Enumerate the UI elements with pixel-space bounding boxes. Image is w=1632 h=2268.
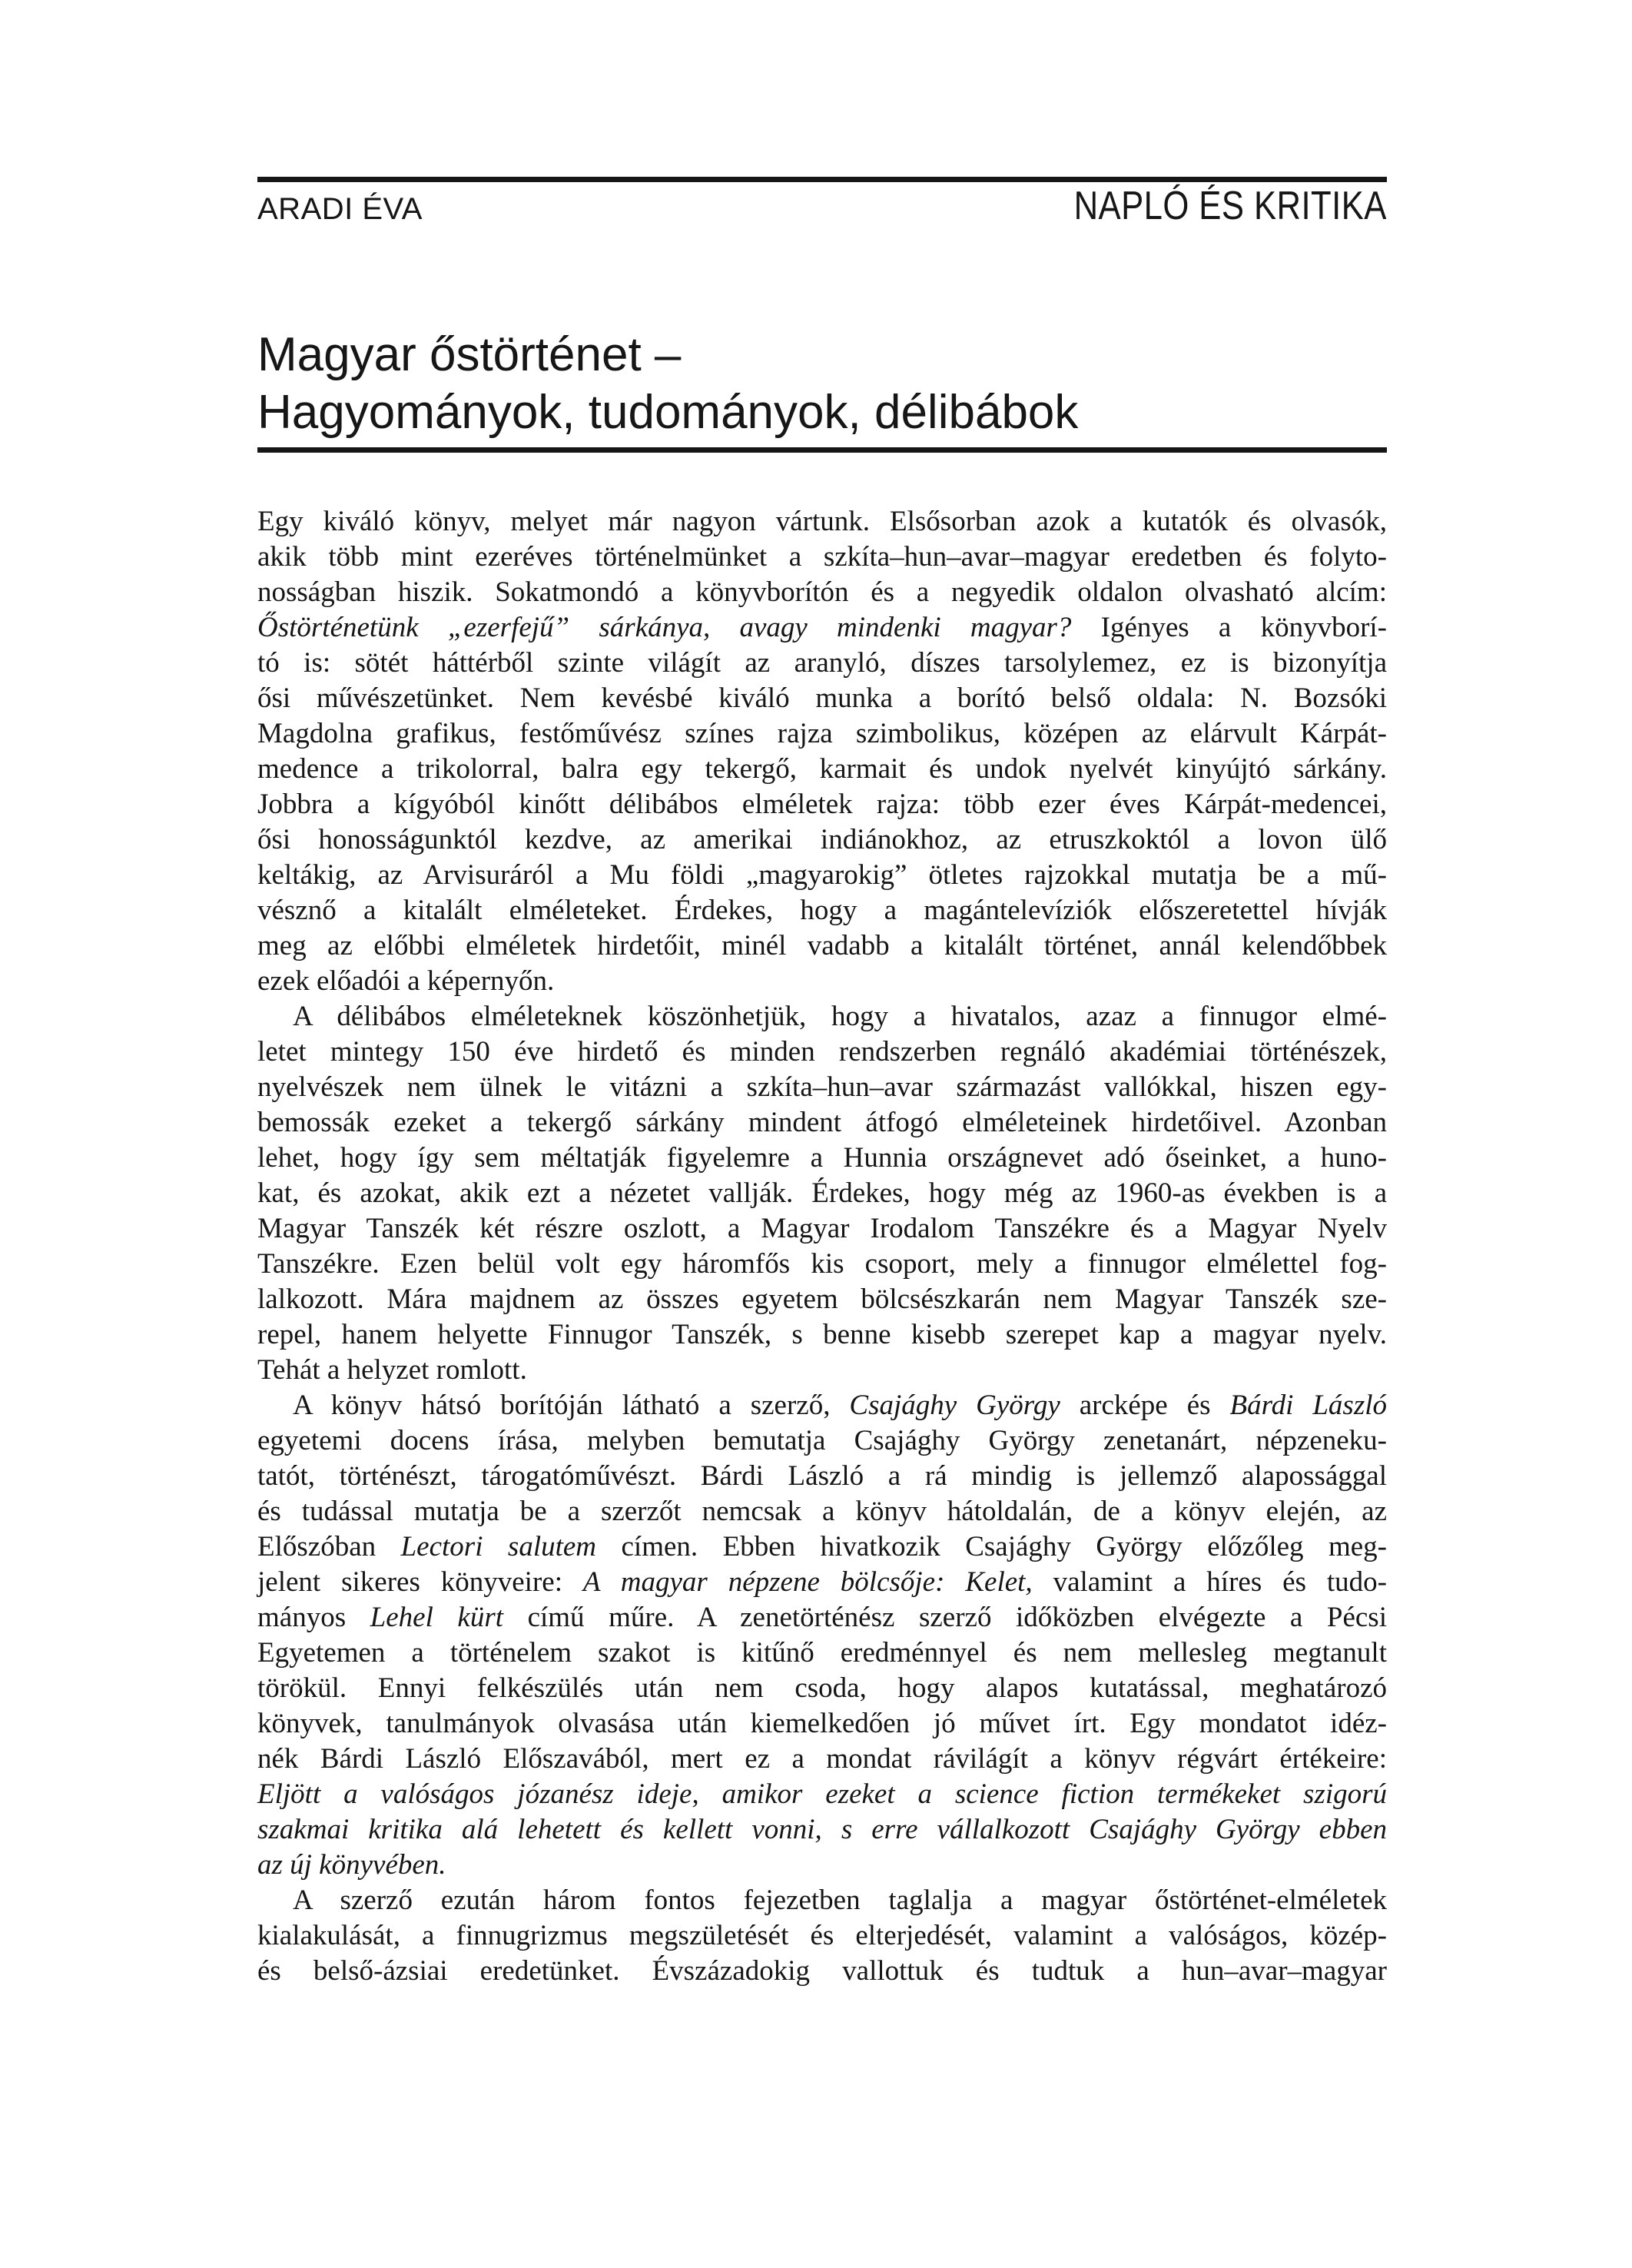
- body-line: [257, 1247, 1387, 1282]
- body-line: [257, 1070, 1387, 1105]
- body-text: [257, 504, 1387, 1989]
- text-segment: bemossák ezeket a tekergő sárkány mindent átfogó elméleteinek hirdetőivel. Azonban: [257, 1107, 1387, 1138]
- italic-text: szakmai kritika alá lehetett és kellett vonni, s erre vállalkozott Csajághy György ebben: [257, 1814, 1387, 1845]
- body-line: [257, 928, 1387, 964]
- paragraph: [257, 999, 1387, 1388]
- text-segment: ősi művészetünket. Nem kevésbé kiváló munka a borító belső oldala: N. Bozsóki: [257, 682, 1387, 714]
- body-line: [257, 1848, 1387, 1883]
- text-segment: meg az előbbi elméletek hirdetőit, minél vadabb a kitalált történet, annál kelendőbbek: [257, 930, 1387, 961]
- body-line: [257, 1565, 1387, 1600]
- text-segment: vésznő a kitalált elméleteket. Érdekes, hogy a magántelevíziók előszeretettel hívják: [257, 895, 1387, 926]
- body-line: [257, 1353, 1387, 1388]
- italic-text: az új könyvében.: [257, 1849, 446, 1881]
- body-line: [257, 646, 1387, 681]
- body-line: [257, 1954, 1387, 1989]
- body-line: [257, 1918, 1387, 1954]
- article-title-line-1: Magyar őstörténet –: [257, 328, 682, 381]
- article-title-line-2: Hagyományok, tudományok, délibábok: [257, 386, 1079, 439]
- italic-text: Lectori salutem: [400, 1531, 597, 1562]
- page-header: [257, 183, 1387, 229]
- italic-text: Őstörténetünk „ezerfejű” sárkánya, avagy mindenki magyar?: [257, 612, 1072, 643]
- text-segment: kat, és azokat, akik ezt a nézetet vallják. Érdekes, hogy még az 1960-as években is a: [257, 1177, 1387, 1209]
- paragraph: [257, 504, 1387, 999]
- author-name: ARADI ÉVA: [257, 192, 423, 226]
- text-segment: Tehát a helyzet romlott.: [257, 1354, 527, 1386]
- text-segment: című műre. A zenetörténész szerző időközben elvégezte a Pécsi: [503, 1602, 1387, 1633]
- text-segment: Magyar Tanszék két részre oszlott, a Magyar Irodalom Tanszékre és a Magyar Nyelv: [257, 1213, 1387, 1244]
- text-segment: lalkozott. Mára majdnem az összes egyetem bölcsészkarán nem Magyar Tanszék sze-: [257, 1283, 1387, 1315]
- text-segment: Előszóban: [257, 1531, 401, 1562]
- body-line: [257, 1105, 1387, 1141]
- text-segment: törökül. Ennyi felkészülés után nem csoda, hogy alapos kutatással, meghatározó: [257, 1672, 1387, 1704]
- paragraph: [257, 1388, 1387, 1883]
- text-segment: Igényes a könyvborí-: [1071, 612, 1387, 643]
- text-segment: arcképe és: [1060, 1390, 1230, 1421]
- body-line: [257, 504, 1387, 540]
- text-segment: valamint a híres és tudo-: [1032, 1566, 1387, 1598]
- body-line: [257, 964, 1387, 999]
- text-segment: A szerző ezután három fontos fejezetben taglalja a magyar őstörténet-elméletek: [293, 1884, 1387, 1916]
- title-rule: [257, 447, 1387, 453]
- italic-text: A magyar népzene bölcsője: Kelet,: [582, 1566, 1033, 1598]
- text-segment: nosságban hiszik. Sokatmondó a könyvborítón és a negyedik oldalon olvasható alcím:: [257, 576, 1387, 608]
- text-segment: medence a trikolorral, balra egy tekergő, karmait és undok nyelvét kinyújtó sárkány.: [257, 753, 1387, 785]
- body-line: [257, 1034, 1387, 1070]
- body-line: [257, 822, 1387, 858]
- body-line: [257, 858, 1387, 893]
- text-segment: címen. Ebben hivatkozik Csajághy György előzőleg meg-: [596, 1531, 1388, 1562]
- text-segment: letet mintegy 150 éve hirdető és minden rendszerben regnáló akadémiai történészek,: [257, 1036, 1387, 1068]
- paragraph: [257, 1883, 1387, 1989]
- text-segment: Egy kiváló könyv, melyet már nagyon vártunk. Elsősorban azok a kutatók és olvasók,: [257, 506, 1387, 537]
- body-line: [257, 1282, 1387, 1317]
- text-segment: Tanszékre. Ezen belül volt egy háromfős kis csoport, mely a finnugor elmélettel fog-: [257, 1248, 1387, 1280]
- text-segment: könyvek, tanulmányok olvasása után kiemelkedően jó művet írt. Egy mondatot idéz-: [257, 1708, 1387, 1739]
- text-segment: nyelvészek nem ülnek le vitázni a szkíta–hun–avar származást vallókkal, hiszen egy-: [257, 1071, 1387, 1103]
- body-line: [257, 610, 1387, 646]
- italic-text: Lehel kürt: [370, 1602, 504, 1633]
- text-segment: repel, hanem helyette Finnugor Tanszék, s benne kisebb szerepet kap a magyar nyelv.: [257, 1319, 1387, 1350]
- text-segment: lehet, hogy így sem méltatják figyelemre a Hunnia országnevet adó őseinket, a huno-: [257, 1142, 1387, 1174]
- body-line: [257, 893, 1387, 928]
- italic-text: Eljött a valóságos józanész ideje, amikor ezeket a science fiction termékeket szigorú: [257, 1778, 1387, 1810]
- body-line: [257, 1317, 1387, 1353]
- text-segment: keltákig, az Arvisuráról a Mu földi „magyarokig” ötletes rajzokkal mutatja be a mű-: [257, 859, 1387, 891]
- body-line: [257, 575, 1387, 610]
- text-segment: ősi honosságunktól kezdve, az amerikai indiánokhoz, az etruszkoktól a lovon ülő: [257, 824, 1387, 855]
- body-line: [257, 1459, 1387, 1494]
- text-segment: akik több mint ezeréves történelmünket a szkíta–hun–avar–magyar eredetben és folyto-: [257, 541, 1387, 573]
- body-line: [257, 1423, 1387, 1459]
- body-line: [257, 1742, 1387, 1777]
- body-line: [257, 716, 1387, 752]
- text-segment: kialakulását, a finnugrizmus megszületését és elterjedését, valamint a valóságos, közép-: [257, 1920, 1387, 1951]
- body-line: [257, 1388, 1387, 1423]
- body-line: [257, 1671, 1387, 1706]
- body-line: [257, 1706, 1387, 1742]
- body-line: [257, 681, 1387, 716]
- text-segment: Jobbra a kígyóból kinőtt délibábos elméletek rajza: több ezer éves Kárpát-medencei,: [257, 789, 1387, 820]
- body-line: [257, 752, 1387, 787]
- italic-text: Csajághy György: [849, 1390, 1060, 1421]
- text-segment: tó is: sötét háttérből szinte világít az aranyló, díszes tarsolylemez, ez is bizonyítja: [257, 647, 1387, 679]
- text-segment: és tudással mutatja be a szerzőt nemcsak a könyv hátoldalán, de a könyv elején, az: [257, 1496, 1387, 1527]
- body-line: [257, 1176, 1387, 1211]
- body-line: [257, 1494, 1387, 1529]
- body-line: [257, 1141, 1387, 1176]
- text-segment: mányos: [257, 1602, 370, 1633]
- text-segment: A délibábos elméleteknek köszönhetjük, hogy a hivatalos, azaz a finnugor elmé-: [293, 1001, 1387, 1032]
- body-line: [257, 787, 1387, 822]
- body-line: [257, 1777, 1387, 1812]
- article-title: [257, 326, 1078, 441]
- body-line: [257, 1883, 1387, 1918]
- body-line: [257, 540, 1387, 575]
- body-line: [257, 1600, 1387, 1635]
- text-segment: tatót, történészt, tárogatóművészt. Bárdi László a rá mindig is jellemző alapossággal: [257, 1460, 1387, 1492]
- text-segment: ezek előadói a képernyőn.: [257, 965, 555, 997]
- text-segment: jelent sikeres könyveire:: [257, 1566, 583, 1598]
- body-line: [257, 999, 1387, 1034]
- text-segment: és belső-ázsiai eredetünket. Évszázadokig vallottuk és tudtuk a hun–avar–magyar: [257, 1955, 1387, 1987]
- text-segment: egyetemi docens írása, melyben bemutatja Csajághy György zenetanárt, népzeneku-: [257, 1425, 1387, 1456]
- italic-text: Bárdi László: [1229, 1390, 1388, 1421]
- body-line: [257, 1635, 1387, 1671]
- section-label: NAPLÓ ÉS KRITIKA: [1073, 184, 1387, 228]
- text-segment: Egyetemen a történelem szakot is kitűnő eredménnyel és nem mellesleg megtanult: [257, 1637, 1387, 1669]
- body-line: [257, 1211, 1387, 1247]
- text-segment: A könyv hátsó borítóján látható a szerző,: [293, 1390, 850, 1421]
- text-segment: nék Bárdi László Előszavából, mert ez a mondat rávilágít a könyv régvárt értékeire:: [257, 1743, 1387, 1775]
- header-rule: [257, 177, 1387, 182]
- body-line: [257, 1529, 1387, 1565]
- text-segment: Magdolna grafikus, festőművész színes rajza szimbolikus, középen az elárvult Kárpát-: [257, 718, 1387, 749]
- body-line: [257, 1812, 1387, 1848]
